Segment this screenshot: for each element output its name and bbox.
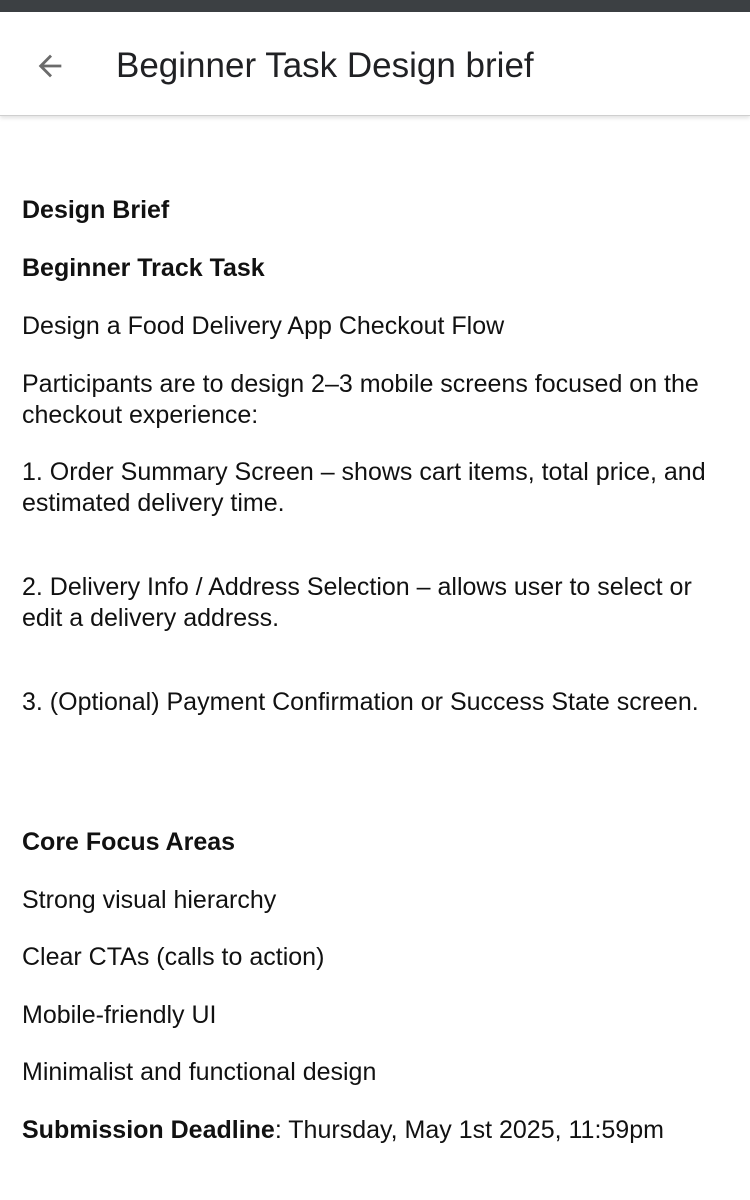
focus-item-3: Mobile-friendly UI [22, 1001, 217, 1029]
page-title: Beginner Task Design brief [116, 46, 534, 85]
back-button[interactable] [22, 40, 78, 92]
screen-item-3: 3. (Optional) Payment Confirmation or Success State screen. [22, 688, 699, 716]
screen-item-1: 1. Order Summary Screen – shows cart items, total price, and estimated delivery time. [22, 458, 706, 517]
app-bar [0, 12, 750, 116]
focus-item-1: Strong visual hierarchy [22, 886, 277, 914]
submission-deadline [22, 1115, 664, 1146]
focus-heading: Core Focus Areas [22, 828, 236, 856]
focus-item-2: Clear CTAs (calls to action) [22, 943, 325, 971]
status-bar-strip [0, 0, 750, 12]
track-heading: Beginner Track Task [22, 254, 265, 282]
arrow-left-icon [33, 49, 67, 83]
task-title: Design a Food Delivery App Checkout Flow [22, 312, 505, 340]
intro-paragraph: Participants are to design 2–3 mobile screens focused on the checkout experience: [22, 370, 699, 429]
focus-item-4: Minimalist and functional design [22, 1058, 377, 1086]
deadline-value: : Thursday, May 1st 2025, 11:59pm [274, 1116, 664, 1144]
screen-item-2: 2. Delivery Info / Address Selection – allows user to select or edit a delivery address. [22, 573, 692, 632]
document-heading: Design Brief [22, 196, 170, 224]
deadline-label: Submission Deadline [22, 1116, 275, 1144]
